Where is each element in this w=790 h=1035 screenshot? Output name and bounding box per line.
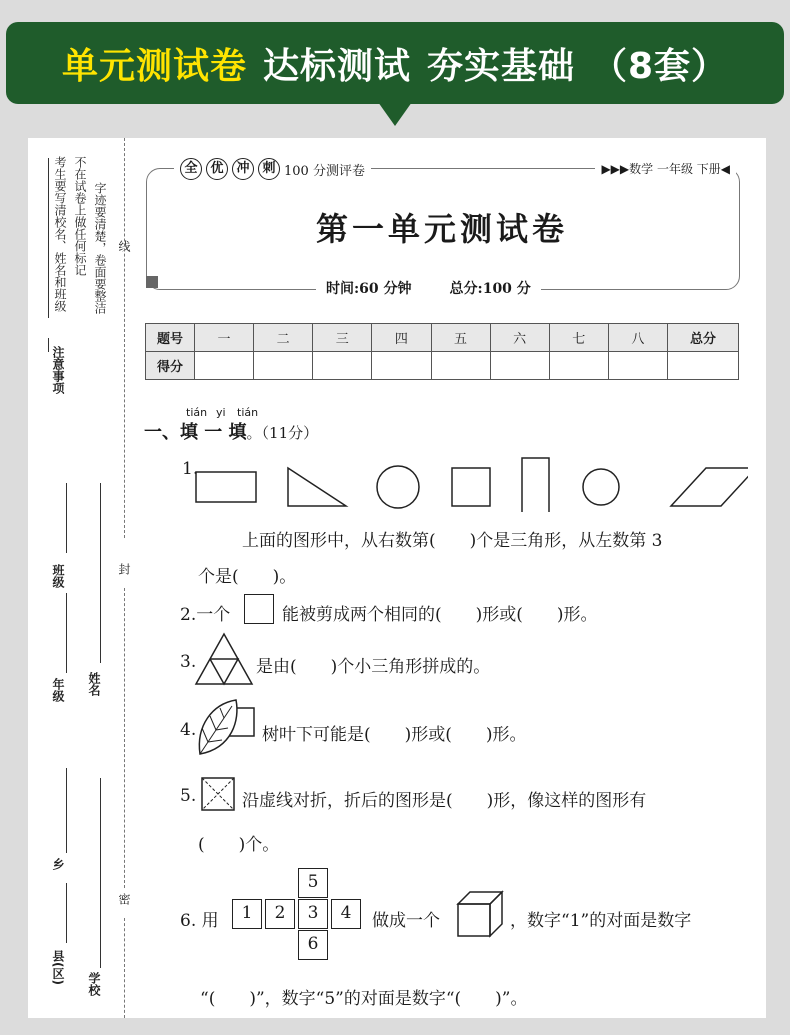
q2-number: 2.一个 xyxy=(180,605,231,625)
notes-column-3 xyxy=(92,182,108,352)
exam-paper xyxy=(28,138,766,1018)
square-icon xyxy=(452,468,490,506)
q6-line2: “( )”，数字“5”的对面是数字“( )”。 xyxy=(200,989,528,1009)
cell-q5: 五 xyxy=(431,324,490,352)
rectangle-icon xyxy=(196,472,256,502)
parallelogram-icon xyxy=(671,468,748,506)
banner-part-3: 夯实基础 xyxy=(426,45,575,87)
q6-cube-icon xyxy=(456,890,504,940)
q3-triangle-grid-icon xyxy=(194,632,254,688)
cell-q2: 二 xyxy=(254,324,313,352)
net-cell-1: 1 xyxy=(232,899,262,929)
paper-title: 第一单元测试卷 xyxy=(315,210,568,248)
exam-time: 时间:60 分钟 xyxy=(326,281,412,297)
section-1-title: 一、填 一 填 xyxy=(144,422,247,443)
grade-line xyxy=(66,593,67,673)
q1-line1: 上面的图形中，从右数第( )个是三角形，从左数第 3 xyxy=(242,531,663,551)
score-input-1[interactable] xyxy=(195,352,254,380)
score-input-4[interactable] xyxy=(372,352,431,380)
cell-label-score: 得分 xyxy=(146,352,195,380)
pinyin-2: yi xyxy=(216,406,226,419)
q1-number: 1. xyxy=(182,459,199,479)
section-1-score: 。（11分） xyxy=(246,424,319,442)
promo-banner xyxy=(6,22,784,104)
q5-number: 5. xyxy=(180,786,197,806)
q4-text: 树叶下可能是( )形或( )形。 xyxy=(262,725,527,745)
net-cell-4: 4 xyxy=(331,899,361,929)
score-input-total[interactable] xyxy=(668,352,739,380)
cell-q6: 六 xyxy=(490,324,549,352)
q6-number: 6. 用 xyxy=(180,911,219,931)
q6-text: 做成一个 xyxy=(372,911,440,931)
cut-line-middle xyxy=(124,588,125,888)
mark-xian: 线 xyxy=(117,240,131,252)
tall-rectangle-icon xyxy=(522,458,549,512)
county-line xyxy=(66,883,67,943)
notes-bracket xyxy=(48,158,49,318)
grade-label: 年级 xyxy=(51,678,65,702)
net-cell-3: 3 xyxy=(298,899,328,929)
cell-q4: 四 xyxy=(372,324,431,352)
notice-title: 注意事项 xyxy=(51,346,65,394)
q6-tail: ，数字“1”的对面是数字 xyxy=(510,911,692,931)
score-input-8[interactable] xyxy=(608,352,667,380)
net-cell-top: 5 xyxy=(298,868,328,898)
exam-meta xyxy=(316,278,541,298)
score-table-header-row xyxy=(146,324,739,352)
class-line xyxy=(66,483,67,553)
score-table-score-row xyxy=(146,352,739,380)
score-table xyxy=(145,323,739,380)
q3-number: 3. xyxy=(180,652,197,672)
score-input-3[interactable] xyxy=(313,352,372,380)
small-circle-icon xyxy=(583,469,619,505)
county-label: 县(区) xyxy=(51,950,65,985)
section-1-heading xyxy=(144,418,318,444)
cell-q8: 八 xyxy=(608,324,667,352)
banner-arrow-icon xyxy=(378,102,412,126)
q2-text: 能被剪成两个相同的( )形或( )形。 xyxy=(282,605,598,625)
net-cell-2: 2 xyxy=(265,899,295,929)
q2-square-icon xyxy=(244,594,274,624)
q5-line2: ( )个。 xyxy=(198,835,280,855)
note-3: 字迹要清楚，卷面要整洁 xyxy=(93,182,107,314)
cut-line-bottom xyxy=(124,918,125,1018)
q4-leaf-icon xyxy=(194,698,258,758)
brand-char-4: 刺 xyxy=(258,158,280,180)
score-input-7[interactable] xyxy=(549,352,608,380)
q5-fold-square-icon xyxy=(200,776,236,812)
q4-number: 4. xyxy=(180,720,197,740)
banner-part-4: （8套） xyxy=(590,45,729,87)
note-1: 考生要写清校名、姓名和班级 xyxy=(53,156,67,312)
exam-total: 总分:100 分 xyxy=(449,281,531,297)
brand-suffix: 100 分测评卷 xyxy=(284,163,365,179)
township-label: 乡 xyxy=(51,858,65,870)
q3-text: 是由( )个小三角形拼成的。 xyxy=(256,657,491,677)
pinyin-3: tián xyxy=(237,406,259,419)
q5-text: 沿虚线对折，折后的图形是( )形，像这样的图形有 xyxy=(242,791,647,811)
cell-q1: 一 xyxy=(195,324,254,352)
pinyin-1: tián xyxy=(186,406,208,419)
mark-feng: 封 xyxy=(117,563,131,575)
cut-line-top xyxy=(124,138,125,538)
brand-char-2: 优 xyxy=(206,158,228,180)
brand-badge xyxy=(174,158,371,180)
cell-label-number: 题号 xyxy=(146,324,195,352)
brand-char-3: 冲 xyxy=(232,158,254,180)
name-line xyxy=(100,483,101,663)
net-cell-bottom: 6 xyxy=(298,930,328,960)
mark-mi: 密 xyxy=(117,893,131,905)
score-input-5[interactable] xyxy=(431,352,490,380)
cell-total: 总分 xyxy=(668,324,739,352)
school-label: 学校 xyxy=(87,972,101,996)
banner-title xyxy=(62,38,728,89)
score-input-2[interactable] xyxy=(254,352,313,380)
banner-part-1: 单元测试卷 xyxy=(61,45,247,87)
notes-column xyxy=(52,156,68,326)
banner-part-2: 达标测试 xyxy=(262,45,411,87)
notes-column-2 xyxy=(72,156,88,326)
q1-shapes xyxy=(188,454,748,512)
school-line xyxy=(100,778,101,968)
circle-icon xyxy=(377,466,419,508)
subject-tag: ▶▶▶数学 一年级 下册◀ xyxy=(595,160,736,177)
triangle-icon xyxy=(288,468,346,506)
class-label: 班级 xyxy=(51,564,65,588)
q1-line2: 个是( )。 xyxy=(198,567,297,587)
cell-q7: 七 xyxy=(549,324,608,352)
township-line xyxy=(66,768,67,853)
cell-q3: 三 xyxy=(313,324,372,352)
name-label: 姓名 xyxy=(87,672,101,696)
brand-char-1: 全 xyxy=(180,158,202,180)
score-input-6[interactable] xyxy=(490,352,549,380)
corner-square-icon xyxy=(146,276,158,288)
note-2: 不在试卷上做任何标记 xyxy=(73,156,87,276)
